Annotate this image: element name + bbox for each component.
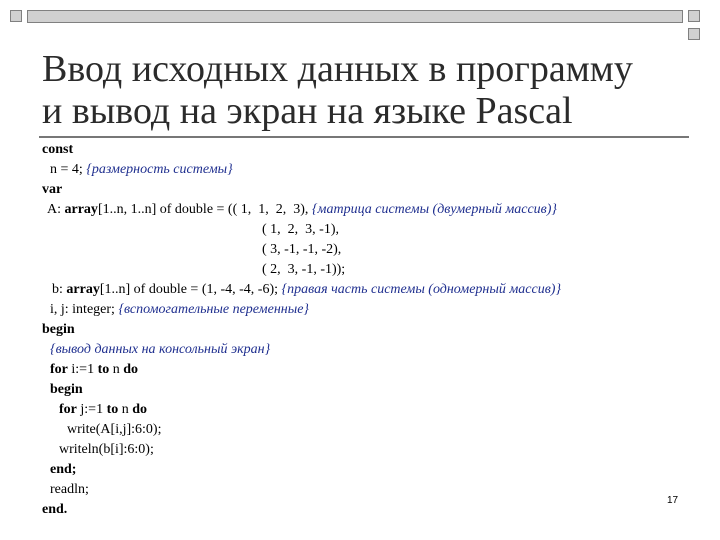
page-number: 17: [667, 495, 679, 506]
code-line: b: array[1..n] of double = (1, -4, -4, -6); {правая часть системы (одномерный массив)}: [52, 282, 562, 297]
title-line-1: Ввод исходных данных в программу: [42, 48, 633, 90]
code-line: ( 1, 2, 3, -1),: [262, 222, 339, 237]
code-line: A: array[1..n, 1..n] of double = (( 1, 1, 2, 3), {матрица системы (двумерный массив)}: [47, 202, 558, 217]
code-comment: {правая часть системы (одномерный массив)}: [281, 282, 562, 297]
code-line: readln;: [50, 482, 89, 497]
code-line: end;: [50, 462, 77, 477]
code-line: write(A[i,j]:6:0);: [67, 422, 162, 437]
code-line: for i:=1 to n do: [50, 362, 139, 377]
code-comment: {вывод данных на консольный экран}: [50, 342, 271, 357]
title-divider: [39, 136, 689, 138]
code-keyword: array: [64, 202, 98, 217]
code-line: ( 2, 3, -1, -1));: [262, 262, 346, 277]
slide-corner-square-right: [688, 10, 700, 22]
code-comment: {вспомогательные переменные}: [118, 302, 310, 317]
slide-title: [42, 48, 633, 132]
code-line: i, j: integer; {вспомогательные переменные}: [50, 302, 310, 317]
code-line: begin: [42, 322, 75, 337]
slide-side-square: [688, 28, 700, 40]
code-line: writeln(b[i]:6:0);: [59, 442, 154, 457]
code-line: const: [42, 142, 74, 157]
code-line: for j:=1 to n do: [59, 402, 148, 417]
slide-corner-square-left: [10, 10, 22, 22]
code-line: ( 3, -1, -1, -2),: [262, 242, 342, 257]
code-line: n = 4; {размерность системы}: [50, 162, 233, 177]
code-line: end.: [42, 502, 68, 517]
code-keyword: array: [66, 282, 100, 297]
code-line: var: [42, 182, 63, 197]
title-line-2: и вывод на экран на языке Pascal: [42, 90, 573, 132]
code-comment: {матрица системы (двумерный массив)}: [311, 202, 558, 217]
code-comment: {размерность системы}: [86, 162, 233, 177]
slide-top-bar: [27, 10, 683, 23]
code-line: begin: [50, 382, 83, 397]
